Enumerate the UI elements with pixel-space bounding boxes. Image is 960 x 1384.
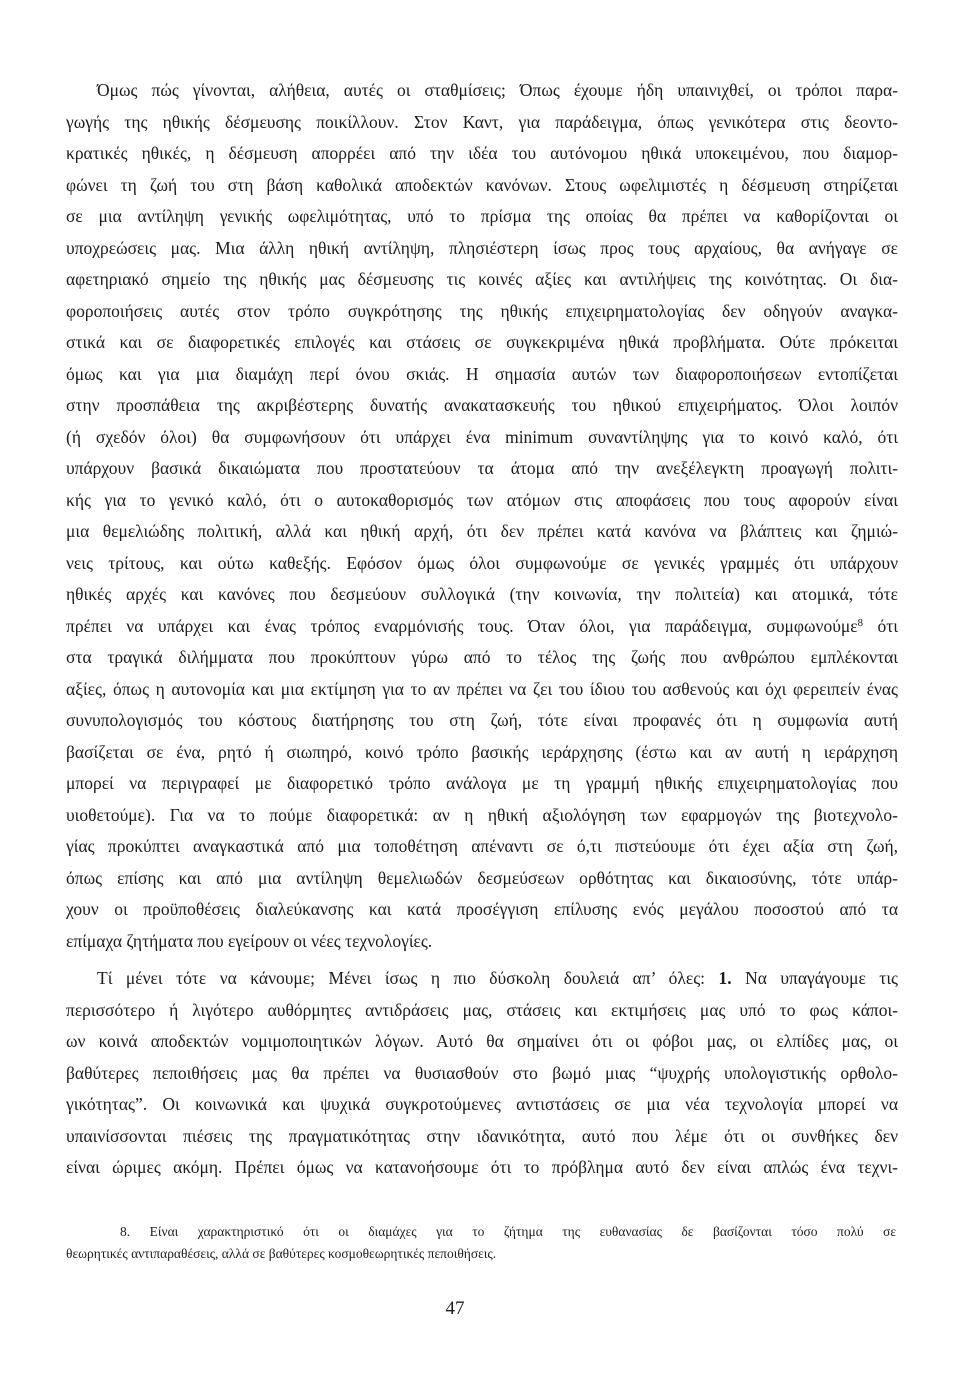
paragraph-line: γίας προκύπτει αναγκαστικά από μια τοποθέτηση απέναντι σε ό,τι πιστεύουμε ότι έχει αξία στη ζωή,	[66, 836, 898, 856]
paragraph-line	[66, 963, 898, 995]
list-number: 1.	[718, 968, 732, 988]
line-text: πρέπει να υπάρχει και ένας τρόπος εναρμόνισής τους. Όταν όλοι, για παράδειγμα, συμφωνούμε	[66, 615, 858, 636]
paragraph-line: γωγής της ηθικής δέσμευσης ποικίλλουν. Στον Καντ, για παράδειγμα, όπως γενικότερα στις δεοντο-	[66, 111, 898, 132]
footnote-line: 8. Είναι χαρακτηριστικό ότι οι διαμάχες για το ζήτημα της ευθανασίας δε βασίζονται τόσο πολύ σε	[120, 1224, 896, 1239]
paragraph-line: βασίζεται σε ένα, ρητό ή σιωπηρό, κοινό τρόπο βασικής ιεράρχησης (έστω και αν αυτή η ιεράρχηση	[66, 741, 898, 762]
paragraph-line: υπάρχουν βασικά δικαιώματα που προστατεύουν τα άτομα από την ανεξέλεγκτη προαγωγή πολιτι-	[66, 458, 898, 478]
paragraph-line: ων κοινά αποδεκτών νομιμοποιητικών λόγων. Αυτό θα σημαίνει ότι οι φόβοι μας, οι ελπίδες μας, οι	[66, 1031, 898, 1051]
paragraph-line: Όμως πώς γίνονται, αλήθεια, αυτές οι σταθμίσεις; Όπως έχουμε ήδη υπαινιχθεί, οι τρόποι παρα-	[97, 80, 898, 100]
paragraph-1	[66, 75, 898, 957]
footnote-line: θεωρητικές αντιπαραθέσεις, αλλά σε βαθύτερες κοσμοθεωρητικές πεποιθήσεις.	[66, 1246, 497, 1261]
paragraph-line: χουν οι προϋποθέσεις διαλεύκανσης και κατά προσέγγιση επίλυσης ενός μεγάλου ποσοστού από τα	[66, 899, 898, 919]
paragraph-line: (ή σχεδόν όλοι) θα συμφωνήσουν ότι υπάρχει ένα minimum συναντίληψης για το κοινό καλό, ότι	[66, 426, 898, 447]
paragraph-line	[66, 611, 898, 643]
paragraph-line: βαθύτερες πεποιθήσεις μας θα πρέπει να θυσιασθούν στο βωμό μιας “ψυχρής υπολογιστικής ορθολο-	[66, 1062, 898, 1083]
paragraph-2	[66, 963, 898, 1184]
paragraph-line: υποχρεώσεις μας. Μια άλλη ηθική αντίληψη, πλησιέστερη ίσως προς τους αρχαίους, θα ανήγαγε σε	[66, 237, 898, 258]
paragraph-line: γικότητας”. Οι κοινωνικά και ψυχικά συγκροτούμενες αντιστάσεις σε μια νέα τεχνολογία μπορεί να	[66, 1094, 898, 1114]
paragraph-line: αφετηριακό σημείο της ηθικής μας δέσμευσης τις κοινές αξίες και αντιλήψεις της κοινότητας. Οι δια-	[66, 269, 898, 289]
paragraph-line: σε μια αντίληψη γενικής ωφελιμότητας, υπό το πρίσμα της οποίας θα πρέπει να καθορίζονται οι	[66, 206, 898, 226]
paragraph-line: φοροποιήσεις αυτές στον τρόπο συγκρότησης της ηθικής επιχειρηματολογίας δεν οδηγούν αναγκα-	[66, 300, 898, 321]
paragraph-line: όμως και για μια διαμάχη περί όνου σκιάς. Η σημασία αυτών των διαφοροποιήσεων εντοπίζεται	[66, 363, 898, 384]
footnote	[66, 1221, 896, 1265]
paragraph-line: μπορεί να περιγραφεί με διαφορετικό τρόπο ανάλογα με τη γραμμή ηθικής επιχειρηματολογίας που	[66, 773, 898, 793]
paragraph-line: περισσότερο ή λιγότερο αυθόρμητες αντιδράσεις μας, στάσεις και εκτιμήσεις μας υπό το φως κάποι-	[66, 999, 898, 1020]
paragraph-line: όπως επίσης και από μια αντίληψη θεμελιωδών δεσμεύσεων ορθότητας και δικαιοσύνης, τότε υπάρ-	[66, 867, 898, 888]
footnote-reference[interactable]: 8	[857, 616, 864, 629]
line-text: Να υπαγάγουμε τις	[731, 968, 898, 988]
paragraph-line: υπαινίσσονται πιέσεις της πραγματικότητας στην ιδανικότητα, αυτό που λέμε ότι οι συνθήκες δεν	[66, 1125, 898, 1146]
line-text: ότι	[863, 615, 898, 636]
paragraph-line: στην προσπάθεια της ακριβέστερης δυνατής ανακατασκευής του ηθικού επιχειρήματος. Όλοι λοιπόν	[66, 395, 898, 415]
body-text	[66, 75, 898, 1184]
paragraph-line: κρατικές ηθικές, η δέσμευση απορρέει από την ιδέα του αυτόνομου ηθικά υποκειμένου, που διαμορ-	[66, 143, 898, 163]
paragraph-line: υιοθετούμε). Για να το πούμε διαφορετικά: αν η ηθική αξιολόγηση των εφαρμογών της βιοτεχνολο-	[66, 804, 898, 825]
paragraph-line: αξίες, όπως η αυτονομία και μια εκτίμηση για το αν πρέπει να ζει του ίδιου του ασθενούς και όχι φερειπείν ένας	[66, 678, 898, 699]
paragraph-line: είναι ώριμες ακόμη. Πρέπει όμως να κατανοήσουμε ότι το πρόβλημα αυτό δεν είναι απλώς ένα τεχνι-	[66, 1157, 898, 1177]
paragraph-line: κής για το γενικό καλό, ότι ο αυτοκαθορισμός των ατόμων στις αποφάσεις που τους αφορούν είναι	[66, 489, 898, 510]
paragraph-line: συνυπολογισμός του κόστους διατήρησης του στη ζωή, τότε είναι προφανές ότι η συμφωνία αυτή	[66, 710, 898, 730]
paragraph-line: επίμαχα ζητήματα που εγείρουν οι νέες τεχνολογίες.	[66, 930, 433, 951]
paragraph-line: στα τραγικά διλήμματα που προκύπτουν γύρω από το τέλος της ζωής που ανθρώπου εμπλέκονται	[66, 647, 898, 667]
page-number: 47	[445, 1298, 465, 1319]
paragraph-line: μια θεμελιώδης πολιτική, αλλά και ηθική αρχή, ότι δεν πρέπει κατά κανόνα να βλάπτεις και ζημιώ-	[66, 521, 898, 541]
paragraph-line: ηθικές αρχές και κανόνες που δεσμεύουν συλλογικά (την κοινωνία, την πολιτεία) και ατομικά, τότε	[66, 584, 898, 604]
paragraph-line: στικά και σε διαφορετικές επιλογές και στάσεις σε συγκεκριμένα ηθικά προβλήματα. Ούτε πρόκειται	[66, 332, 898, 352]
line-text: Τί μένει τότε να κάνουμε; Μένει ίσως η πιο δύσκολη δουλειά απ’ όλες:	[97, 968, 719, 988]
paragraph-line: φώνει τη ζωή του στη βάση καθολικά αποδεκτών κανόνων. Στους ωφελιμιστές η δέσμευση στηρίζεται	[66, 174, 898, 195]
paragraph-line: νεις τρίτους, και ούτω καθεξής. Εφόσον όμως όλοι συμφωνούμε σε γενικές γραμμές ότι υπάρχουν	[66, 552, 898, 573]
